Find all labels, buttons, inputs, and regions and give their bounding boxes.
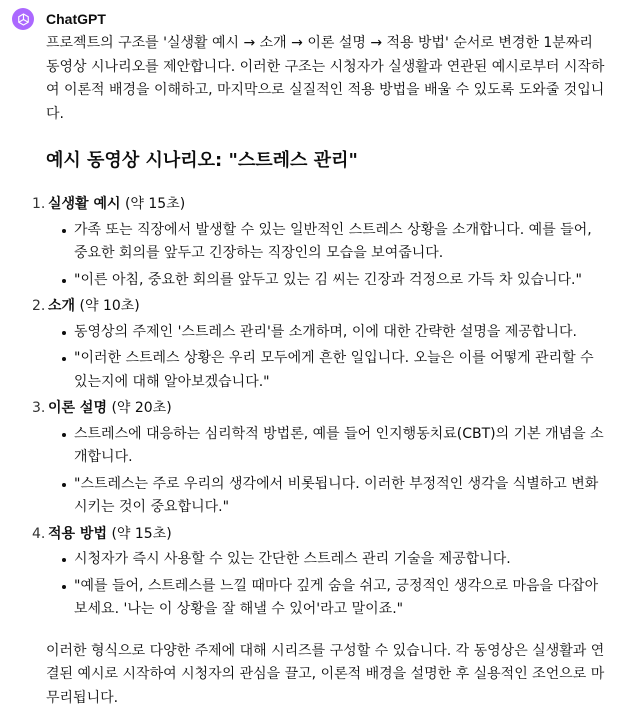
- bullet-item: 동영상의 주제인 '스트레스 관리'를 소개하며, 이에 대한 간략한 설명을 제공합니다.: [74, 321, 608, 345]
- bullet-item: 스트레스에 대응하는 심리학적 방법론, 예를 들어 인지행동치료(CBT)의 기본 개념을 소개합니다.: [74, 423, 608, 470]
- message-content: [32, 32, 608, 710]
- step-header: [48, 397, 608, 421]
- step-bullets: [48, 423, 608, 520]
- bullet-item: 가족 또는 직장에서 발생할 수 있는 일반적인 스트레스 상황을 소개합니다. 예를 들어, 중요한 회의를 앞두고 긴장하는 직장인의 모습을 보여줍니다.: [74, 219, 608, 266]
- step-number: 4.: [32, 525, 46, 542]
- step-bullets: [48, 321, 608, 395]
- scenario-heading: 예시 동영상 시나리오: "스트레스 관리": [46, 150, 358, 171]
- step-number: 2.: [32, 298, 46, 314]
- step-number: 1.: [32, 196, 46, 212]
- step-duration: (약 15초): [111, 525, 172, 542]
- step-title: 실생활 예시: [48, 196, 121, 212]
- step-header: [48, 295, 608, 319]
- intro-paragraph: 프로젝트의 구조를 '실생활 예시 → 소개 → 이론 설명 → 적용 방법' 순서로 변경한 1분짜리 동영상 시나리오를 제안합니다. 이러한 구조는 시청자가 실생활과 연관된 예시로부터 시작하여 이론적 배경을 이해하고, 마지막으로 실질적인 적용 방법을 배울 수 있도록 도와줄 것입니다.: [46, 35, 605, 122]
- message-author: ChatGPT: [46, 11, 106, 27]
- step-header: [48, 193, 608, 217]
- bullet-item: "이러한 스트레스 상황은 우리 모두에게 흔한 일입니다. 오늘은 이를 어떻게 관리할 수 있는지에 대해 알아보겠습니다.": [74, 347, 608, 394]
- bullet-item: "스트레스는 주로 우리의 생각에서 비롯됩니다. 이러한 부정적인 생각을 식별하고 변화시키는 것이 중요합니다.": [74, 473, 608, 520]
- scenario-step: [32, 397, 608, 520]
- step-header: [48, 523, 608, 547]
- step-bullets: [48, 548, 608, 622]
- bullet-item: "예를 들어, 스트레스를 느낄 때마다 깊게 숨을 쉬고, 긍정적인 생각으로 마음을 다잡아 보세요. '나는 이 상황을 잘 해낼 수 있어'라고 말이죠.": [74, 575, 608, 622]
- bullet-item: "이른 아침, 중요한 회의를 앞두고 있는 김 씨는 긴장과 걱정으로 가득 차 있습니다.": [74, 269, 608, 293]
- step-title: 이론 설명: [48, 400, 107, 416]
- scenario-step: [32, 295, 608, 394]
- step-title: 소개: [48, 298, 76, 314]
- scenario-step: [32, 523, 608, 622]
- step-duration: (약 20초): [111, 400, 172, 416]
- step-title: 적용 방법: [48, 525, 107, 542]
- outro-paragraph: 이러한 형식으로 다양한 주제에 대해 시리즈를 구성할 수 있습니다. 각 동영상은 실생활과 연결된 예시로 시작하여 시청자의 관심을 끌고, 이론적 배경을 설명한 후 실용적인 조언으로 마무리됩니다.: [46, 642, 605, 706]
- step-bullets: [48, 219, 608, 293]
- step-number: 3.: [32, 400, 46, 416]
- step-duration: (약 15초): [124, 196, 186, 212]
- step-duration: (약 10초): [79, 298, 140, 314]
- openai-logo-icon: [16, 12, 31, 27]
- bullet-item: 시청자가 즉시 사용할 수 있는 간단한 스트레스 관리 기술을 제공합니다.: [74, 548, 608, 572]
- chatgpt-avatar: [12, 8, 34, 30]
- scenario-steps: [32, 193, 608, 622]
- scenario-step: [32, 193, 608, 292]
